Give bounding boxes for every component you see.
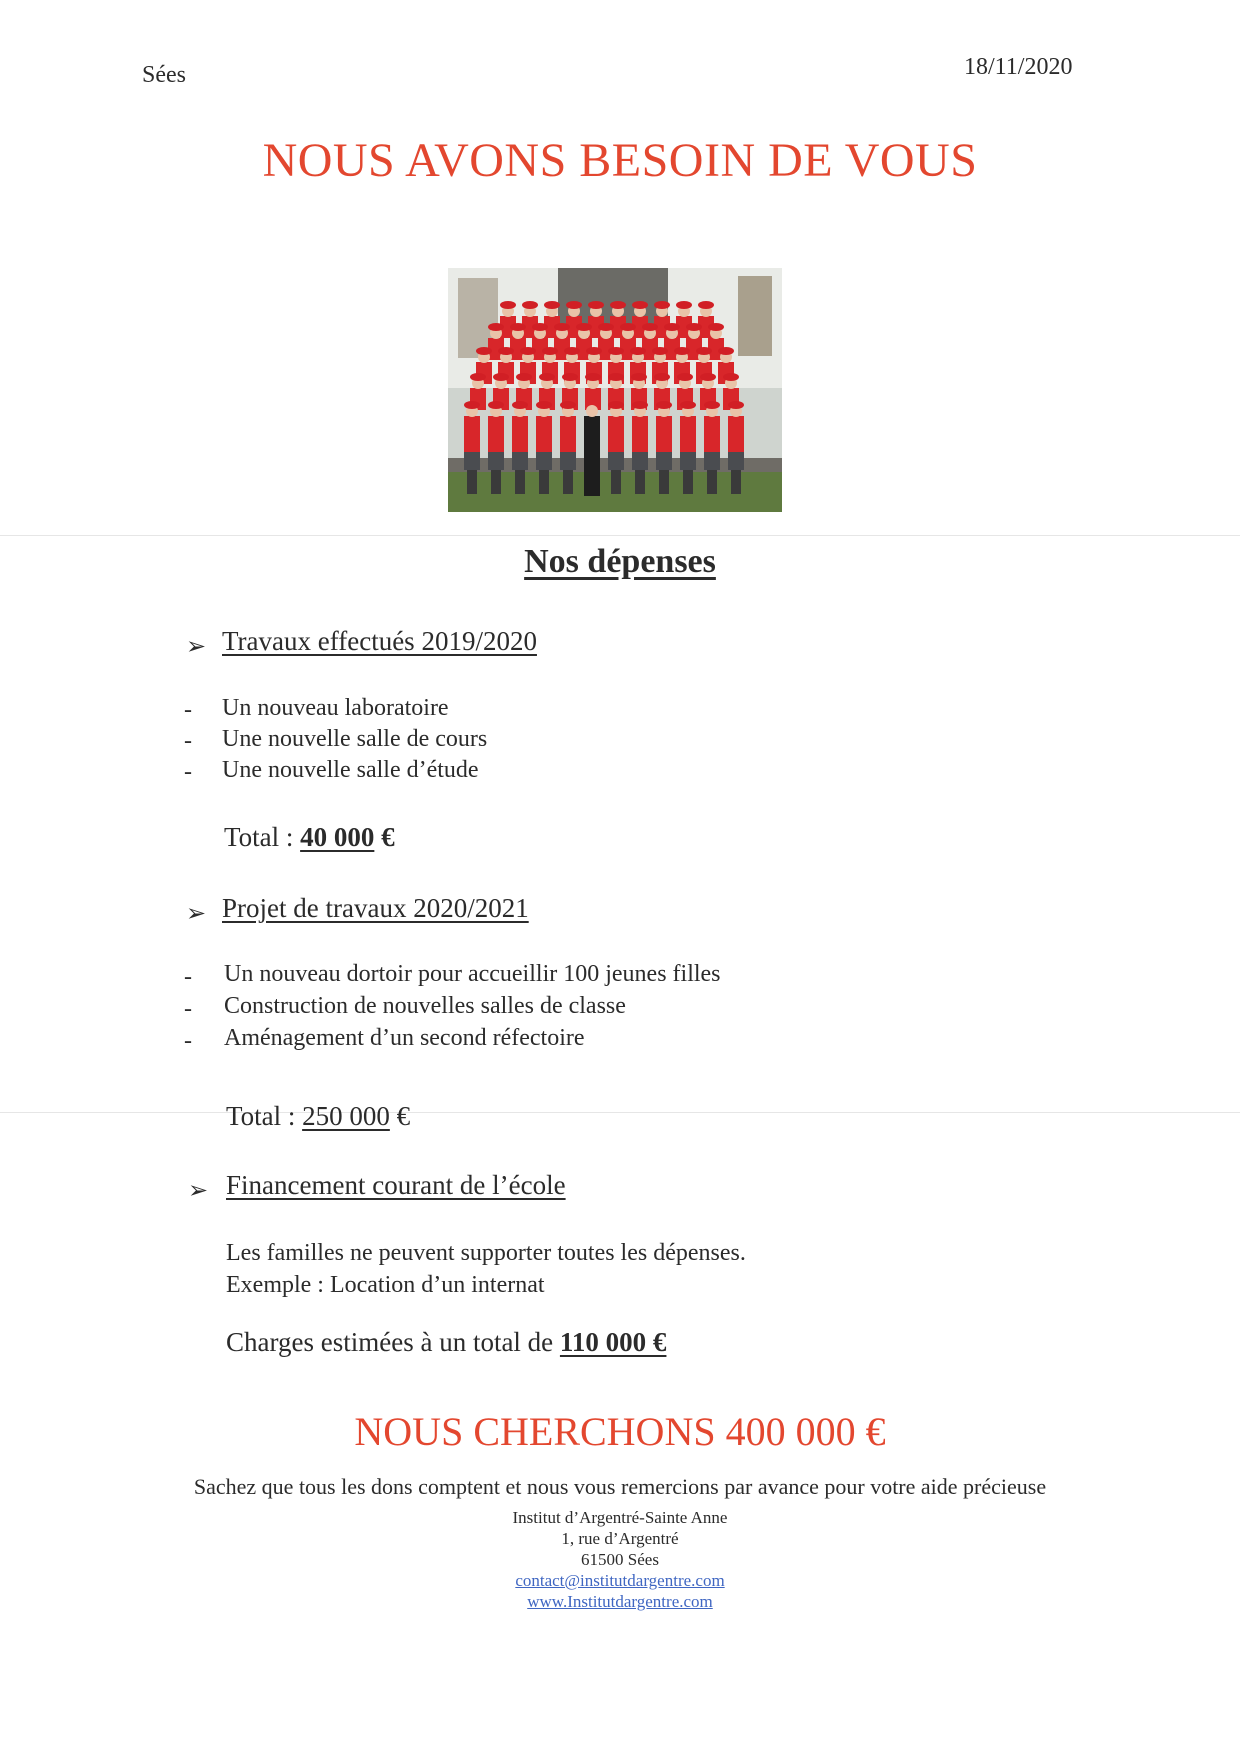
letter-date: 18/11/2020 [964, 54, 1073, 80]
arrow-bullet-icon: ➢ [188, 1178, 209, 1204]
group-photo-icon [448, 268, 782, 512]
total-planned-works [226, 1101, 410, 1132]
address-name: Institut d’Argentré-Sainte Anne [512, 1508, 728, 1527]
arrow-bullet-icon: ➢ [186, 634, 207, 660]
fold-line-top [0, 535, 1240, 536]
total-label: Total : [224, 822, 301, 852]
section-heading-works-done: Travaux effectués 2019/2020 [222, 626, 537, 656]
section-heading-running-costs: Financement courant de l’école [226, 1170, 566, 1200]
total-amount: 40 000 [300, 822, 375, 852]
list-item: Une nouvelle salle de cours [222, 726, 488, 752]
address-website-line [0, 1592, 1240, 1612]
thanks-text: Sachez que tous les dons comptent et nous vous remercions par avance pour votre aide précieuse [193, 1474, 1047, 1499]
section-heading-planned-works: Projet de travaux 2020/2021 [222, 893, 529, 923]
list-dash: - [184, 964, 192, 990]
address-email-line [0, 1571, 1240, 1591]
group-photo [448, 268, 782, 512]
section-title: Nos dépenses [524, 543, 716, 580]
website-link[interactable]: www.Institutdargentre.com [527, 1592, 713, 1611]
headline: NOUS AVONS BESOIN DE VOUS [262, 134, 978, 187]
email-link[interactable]: contact@institutdargentre.com [515, 1571, 725, 1590]
list-dash: - [184, 996, 192, 1022]
list-item: Construction de nouvelles salles de classe [224, 993, 626, 1019]
estimated-charges [226, 1327, 666, 1358]
list-dash: - [184, 759, 192, 785]
list-dash: - [184, 697, 192, 723]
arrow-bullet-icon: ➢ [186, 901, 207, 927]
list-dash: - [184, 1028, 192, 1054]
total-amount: 250 000 [302, 1101, 390, 1131]
address-city: 61500 Sées [581, 1550, 659, 1569]
call-to-action: NOUS CHERCHONS 400 000 € [354, 1409, 886, 1454]
paragraph-line: Exemple : Location d’un internat [226, 1272, 545, 1298]
charges-amount: 110 000 € [559, 1327, 667, 1357]
fold-line-bottom [0, 1112, 1240, 1113]
list-dash: - [184, 728, 192, 754]
total-label: Total : [226, 1101, 303, 1131]
charges-label: Charges estimées à un total de [226, 1327, 560, 1357]
list-item: Aménagement d’un second réfectoire [224, 1025, 585, 1051]
total-currency: € [374, 822, 395, 852]
list-item: Un nouveau dortoir pour accueillir 100 jeunes filles [224, 961, 721, 987]
list-item: Un nouveau laboratoire [222, 695, 449, 721]
address-street: 1, rue d’Argentré [561, 1529, 679, 1548]
paragraph-line: Les familles ne peuvent supporter toutes les dépenses. [226, 1240, 746, 1266]
list-item: Une nouvelle salle d’étude [222, 757, 479, 783]
place-name: Sées [142, 62, 186, 88]
total-works-done [224, 822, 395, 853]
total-currency: € [389, 1101, 411, 1131]
